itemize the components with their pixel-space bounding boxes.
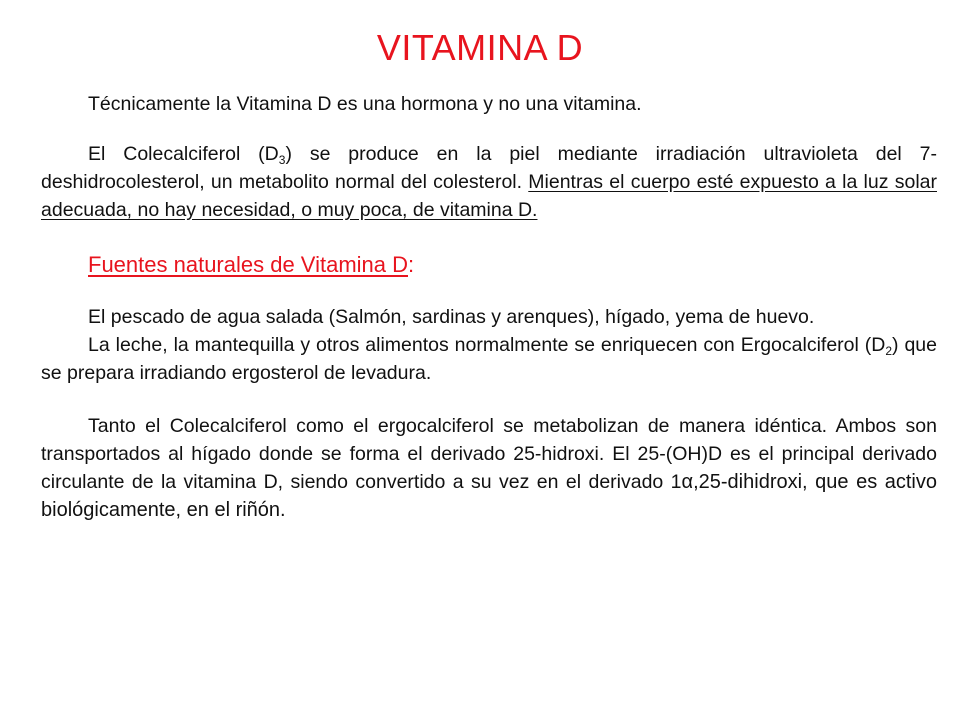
subscript-2: 2 [885,344,893,358]
alpha-symbol: α [681,471,694,493]
ergocalciferol-text-b: ) que se prepara irradiando ergosterol de levadura. [41,334,937,384]
colecalciferol-text-b: ) se produce en la piel mediante irradiación ultravioleta del 7-deshidrocolesterol, un metabolito normal del colesterol. [41,143,937,193]
paragraph-hormone: Técnicamente la Vitamina D es una hormona y no una vitamina. [88,93,642,115]
metabolism-text-a: Tanto el Colecalciferol como el ergocalciferol se metabolizan de manera idéntica. Ambos son transportados al hígado donde se forma el derivado 25-hidroxi. El 25-(OH)D es el principal derivado circulante de la vitamina D, siendo convertido a su vez en el derivado 1 [41,415,937,493]
colecalciferol-text-a: El Colecalciferol (D [88,143,279,165]
metabolism-text-b: ,25-dihidroxi, que es activo biológicamente, en el riñón. [41,471,937,521]
slide-title: VITAMINA D [376,27,584,68]
sunlight-underlined-text: Mientras el cuerpo esté expuesto a la luz solar adecuada, no hay necesidad, o muy poca, de vitamina D. [41,171,937,221]
subscript-3: 3 [278,153,286,167]
slide-body [41,90,937,524]
natural-sources-heading-colon: : [408,252,415,277]
paragraph-ergocalciferol [41,331,937,387]
paragraph-fish-sources: El pescado de agua salada (Salmón, sardinas y arenques), hígado, yema de huevo. [88,306,815,328]
paragraph-colecalciferol [41,140,937,224]
natural-sources-heading [41,249,937,281]
paragraph-metabolism [41,412,937,524]
natural-sources-heading-text: Fuentes naturales de Vitamina D [88,252,408,277]
ergocalciferol-text-a: La leche, la mantequilla y otros alimentos normalmente se enriquecen con Ergocalciferol (D [88,334,886,356]
